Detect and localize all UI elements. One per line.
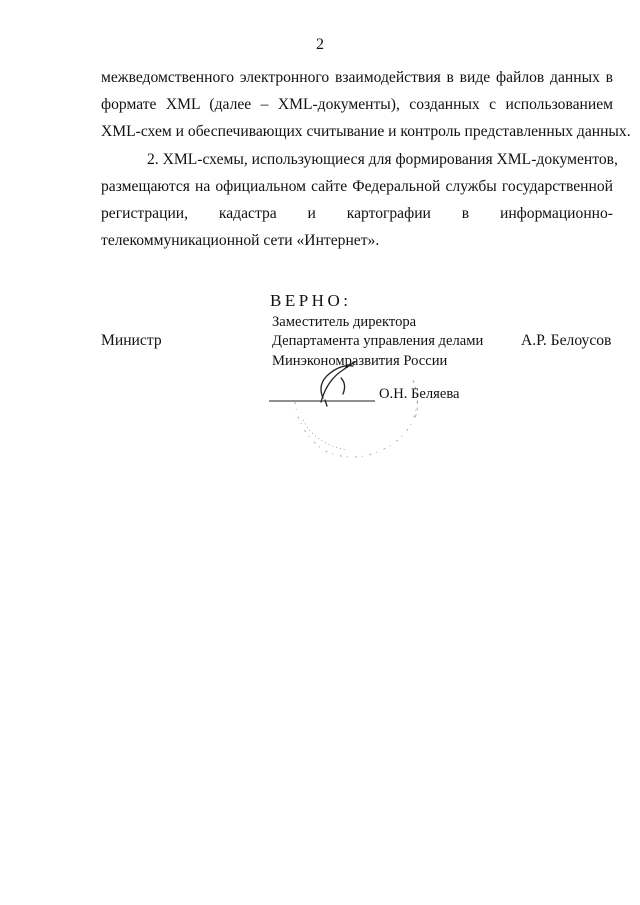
certification-line: Заместитель директора [272, 314, 417, 330]
paragraph-line: телекоммуникационной сети «Интернет». [101, 232, 380, 249]
signature-position-label: Министр [101, 332, 162, 349]
certification-line: Минэкономразвития России [272, 353, 448, 369]
paragraph-1 [101, 64, 631, 145]
certification-heading: ВЕРНО: [270, 291, 352, 310]
signature-signer-name: А.Р. Белоусов [521, 332, 612, 349]
paragraph-2 [101, 146, 618, 254]
paragraph-line: регистрации, кадастра и картографии в информационно- [101, 205, 613, 222]
paragraph-line: формате XML (далее – XML-документы), созданных с использованием [101, 96, 613, 113]
page-number: 2 [316, 36, 324, 53]
paragraph-line: межведомственного электронного взаимодействия в виде файлов данных в [101, 69, 613, 86]
paragraph-line: размещаются на официальном сайте Федеральной службы государственной [101, 178, 613, 195]
certification-signer: О.Н. Беляева [379, 386, 460, 402]
paragraph-line: XML-схем и обеспечивающих считывание и контроль представленных данных. [101, 123, 631, 140]
paragraph-line: 2. XML-схемы, использующиеся для формирования XML-документов, [147, 151, 618, 168]
certification-line: Департамента управления делами [272, 333, 484, 349]
